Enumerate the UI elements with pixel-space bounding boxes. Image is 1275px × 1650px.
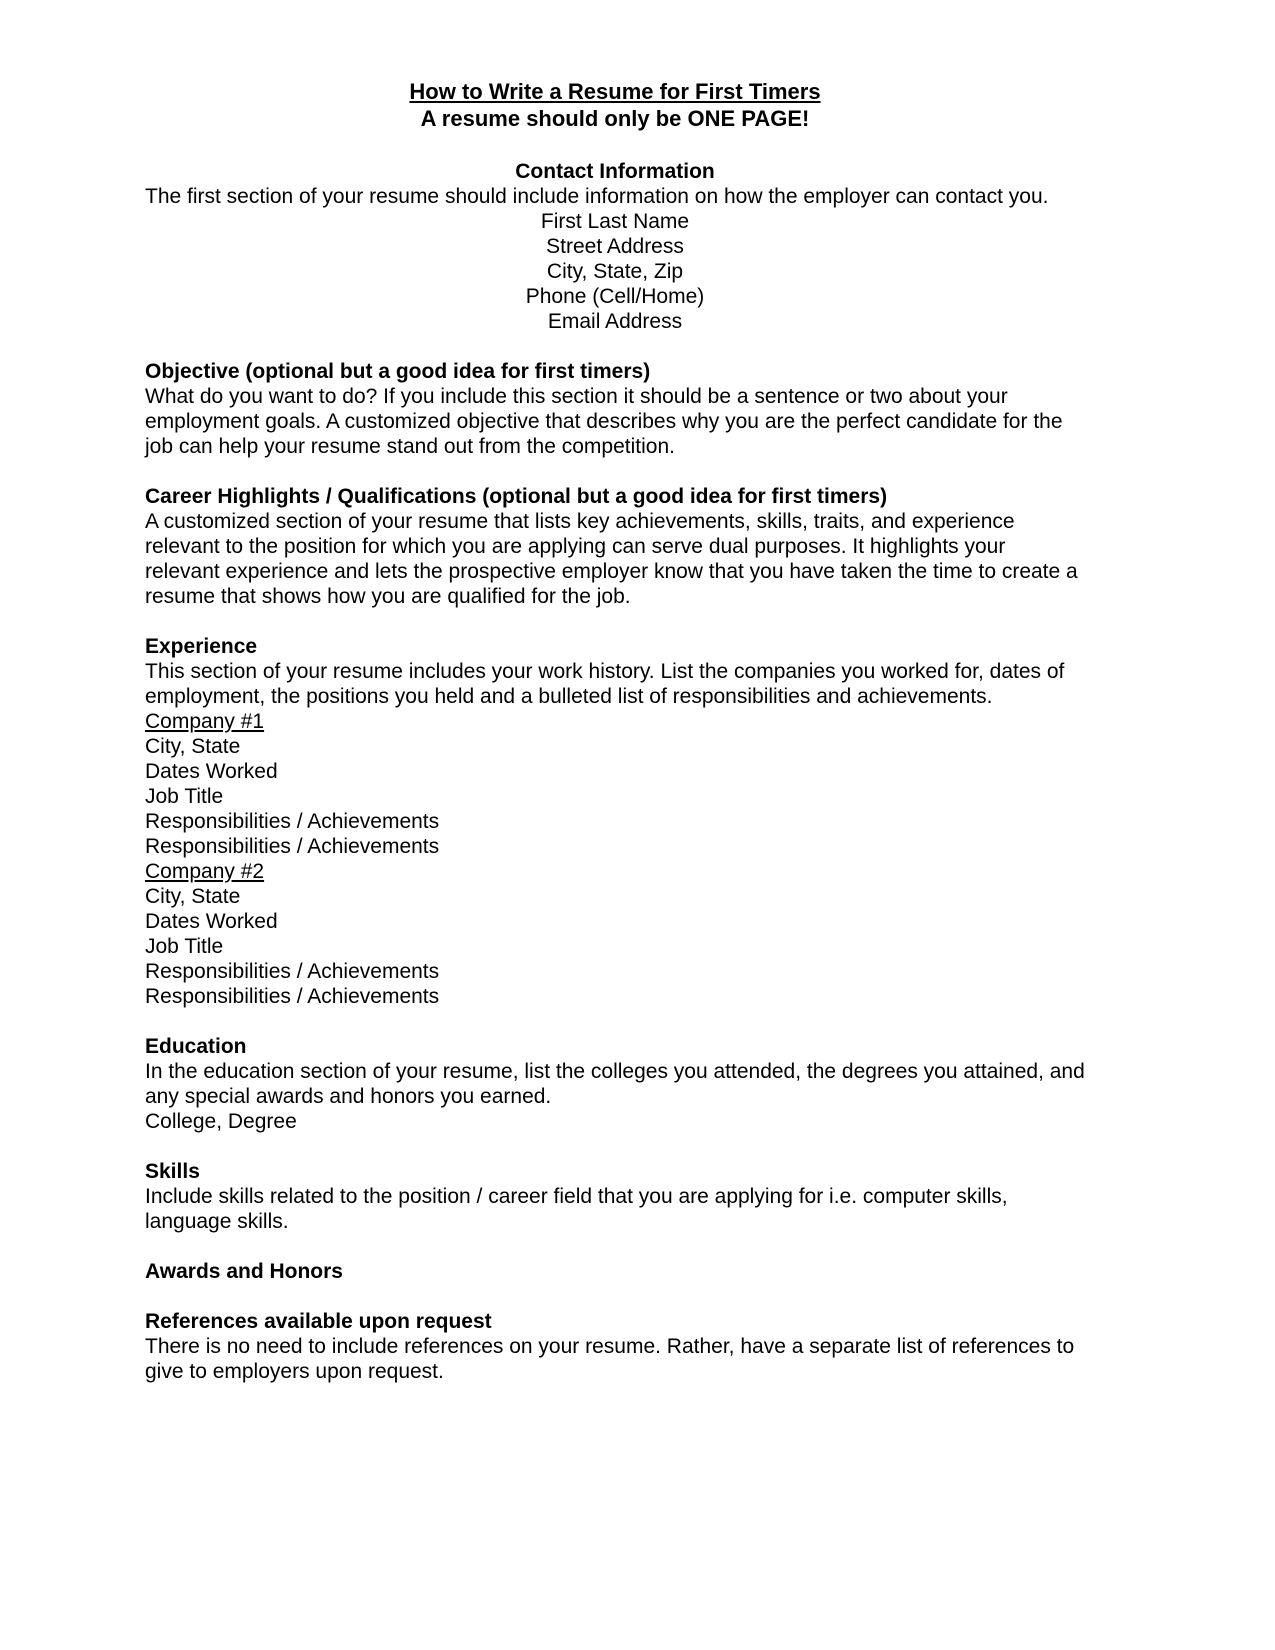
company2-job-title: Job Title xyxy=(145,935,224,958)
company2-name: Company #2 xyxy=(145,860,265,883)
company1-city-state: City, State xyxy=(145,735,241,758)
document-subtitle: A resume should only be ONE PAGE! xyxy=(420,106,810,131)
education-body: In the education section of your resume, list the colleges you attended, the degrees you attained, and any special awards and honors you earned. xyxy=(145,1060,1085,1108)
skills-body: Include skills related to the position / career field that you are applying for i.e. computer skills, language skills. xyxy=(145,1185,1008,1233)
section-objective xyxy=(145,359,1085,459)
section-skills xyxy=(145,1159,1085,1234)
company2-dates-worked: Dates Worked xyxy=(145,910,278,933)
references-heading: References available upon request xyxy=(145,1310,492,1333)
contact-intro: The first section of your resume should include information on how the employer can contact you. xyxy=(145,185,1049,208)
section-awards xyxy=(145,1259,1085,1284)
objective-heading: Objective (optional but a good idea for first timers) xyxy=(145,360,651,383)
section-education xyxy=(145,1034,1085,1134)
career-highlights-heading: Career Highlights / Qualifications (optional but a good idea for first timers) xyxy=(145,485,888,508)
company1-name: Company #1 xyxy=(145,710,265,733)
awards-heading: Awards and Honors xyxy=(145,1260,343,1283)
company1-responsibilities-2: Responsibilities / Achievements xyxy=(145,835,440,858)
experience-body: This section of your resume includes your work history. List the companies you worked for, dates of employment, the positions you held and a bulleted list of responsibilities and achievements. xyxy=(145,660,1065,708)
section-references xyxy=(145,1309,1085,1384)
contact-heading: Contact Information xyxy=(515,160,715,183)
objective-body: What do you want to do? If you include this section it should be a sentence or two about your employment goals. A customized objective that describes why you are the perfect candidate for the job can help your resume stand out from the competition. xyxy=(145,385,1063,458)
career-highlights-body: A customized section of your resume that lists key achievements, skills, traits, and experience relevant to the position for which you are applying can serve dual purposes. It highlights your relevant experience and lets the prospective employer know that you have taken the time to create a resume that shows how you are qualified for the job. xyxy=(145,510,1078,608)
education-heading: Education xyxy=(145,1035,247,1058)
contact-line-email: Email Address xyxy=(547,310,683,333)
company1-responsibilities-1: Responsibilities / Achievements xyxy=(145,810,440,833)
contact-line-street: Street Address xyxy=(546,235,684,258)
document-title: How to Write a Resume for First Timers xyxy=(409,79,821,104)
company2-responsibilities-2: Responsibilities / Achievements xyxy=(145,985,440,1008)
company2-responsibilities-1: Responsibilities / Achievements xyxy=(145,960,440,983)
skills-heading: Skills xyxy=(145,1160,200,1183)
contact-line-phone: Phone (Cell/Home) xyxy=(525,285,705,308)
references-body: There is no need to include references on your resume. Rather, have a separate list of references to give to employers upon request. xyxy=(145,1335,1075,1383)
education-college-degree: College, Degree xyxy=(145,1110,297,1133)
contact-line-city: City, State, Zip xyxy=(546,260,684,283)
section-experience xyxy=(145,634,1085,1009)
contact-line-name: First Last Name xyxy=(540,210,690,233)
company1-job-title: Job Title xyxy=(145,785,224,808)
section-career-highlights xyxy=(145,484,1085,609)
section-contact xyxy=(145,159,1085,334)
experience-heading: Experience xyxy=(145,635,258,658)
company2-city-state: City, State xyxy=(145,885,241,908)
company1-dates-worked: Dates Worked xyxy=(145,760,278,783)
